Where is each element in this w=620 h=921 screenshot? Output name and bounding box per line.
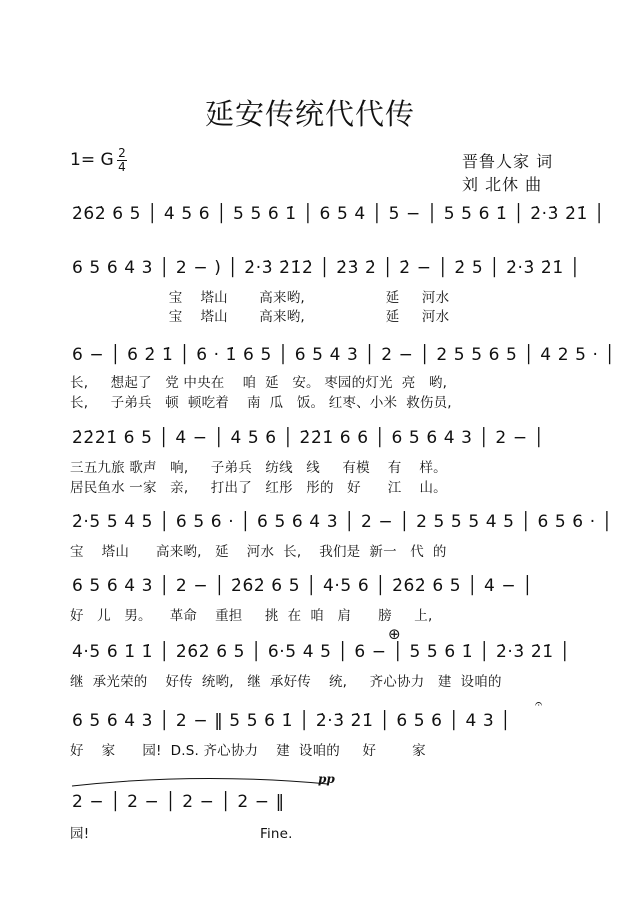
lyric-line-1: 好 家 园! D.S. 齐心协力 建 设咱的 好 家: [70, 743, 426, 759]
dynamic-marking: pp: [318, 772, 335, 786]
lyric-line-2: 长, 子弟兵 顿 顿吃着 南 瓜 饭。 红枣、小米 救伤员,: [70, 395, 452, 411]
lyricist-credit: 晋鲁人家 词: [462, 152, 554, 171]
notation-line: 6 5 6 4 3 │ 2 − │ 2̇6̇2̇ 6 5 │ 4·5 6 │ 2̇6̇2̇ 6 5 │ 4 − │: [72, 576, 534, 596]
notation-line: 2̇·5 5 4 5 │ 6 5 6 · │ 6 5 6 4 3 │ 2 − │ 2 5 5 5 4 5 │ 6 5 6 · │: [72, 512, 613, 532]
lyric-line-1: 继 承光荣的 好传 统哟, 继 承好传 统, 齐心协力 建 设咱的: [70, 674, 502, 690]
lyric-line-1: 好 儿 男。 革命 重担 挑 在 咱 肩 膀 上,: [70, 608, 433, 624]
song-title: 延安传统代代传: [204, 97, 415, 131]
lyric-line-1: 园! Fine.: [70, 826, 293, 842]
notation-line: 6 5 6 4 3 │ 2 − ) │ 2̇·3̇ 2̇1̇2̇ │ 2̇3̇ 2̇ │ 2̇ − │ 2̇ 5 │ 2̇·3̇ 2̇1̇ │: [72, 258, 581, 278]
composer-credit: 刘 北休 曲: [462, 175, 543, 194]
notation-line: 2̇6̇2̇ 6 5 │ 4 5 6 │ 5 5 6 1̇ │ 6 5 4 │ 5 − │ 5 5 6 1̇ │ 2̇·3̇ 2̇1̇ │: [72, 204, 605, 224]
notation-line: 2 − │ 2 − │ 2 − │ 2 − ‖: [72, 792, 285, 812]
meter-bottom: 4: [118, 160, 126, 174]
notation-line: 2̇2̇2̇1̇ 6 5 │ 4 − │ 4 5 6 │ 2̇2̇1̇ 6 6 │ 6 5 6 4 3 │ 2 − │: [72, 428, 545, 448]
notation-line: 4·5 6 1̇ 1̇ │ 2̇6̇2̇ 6 5 │ 6·5 4 5 │ 6 − │ 5 5 6 1̇ │ 2̇·3̇ 2̇1̇ │: [72, 642, 571, 662]
tie-curve: [70, 774, 330, 788]
lyric-line-1: 宝 塔山 高来哟, 延 河水: [70, 290, 450, 306]
notation-line: 6 − │ 6 2̇ 1̇ │ 6 · 1̇ 6 5 │ 6 5 4 3 │ 2 − │ 2 5 5 6 5 │ 4 2 5 · │: [72, 345, 616, 365]
lyric-line-2: 居民鱼水 一家 亲, 打出了 红彤 彤的 好 江 山。: [70, 480, 447, 496]
coda-symbol: ⊕: [388, 625, 401, 643]
key-signature: 1= G: [70, 150, 114, 170]
meter-top: 2: [118, 146, 126, 160]
time-signature: [116, 147, 128, 174]
lyric-line-1: 三五九旅 歌声 响, 子弟兵 纺线 线 有模 有 样。: [70, 460, 447, 476]
lyric-line-2: 宝 塔山 高来哟, 延 河水: [70, 309, 450, 325]
fermata-symbol: 𝄐: [535, 697, 543, 712]
lyric-line-1: 宝 塔山 高来哟, 延 河水 长, 我们是 新一 代 的: [70, 544, 447, 560]
lyric-line-1: 长, 想起了 党 中央在 咱 延 安。 枣园的灯光 亮 哟,: [70, 375, 448, 391]
notation-line: 6 5 6 4 3 │ 2 − ‖ 5 5 6 1̇ │ 2̇·3̇ 2̇1̇ │ 6 5 6 │ 4 3 │: [72, 711, 512, 731]
